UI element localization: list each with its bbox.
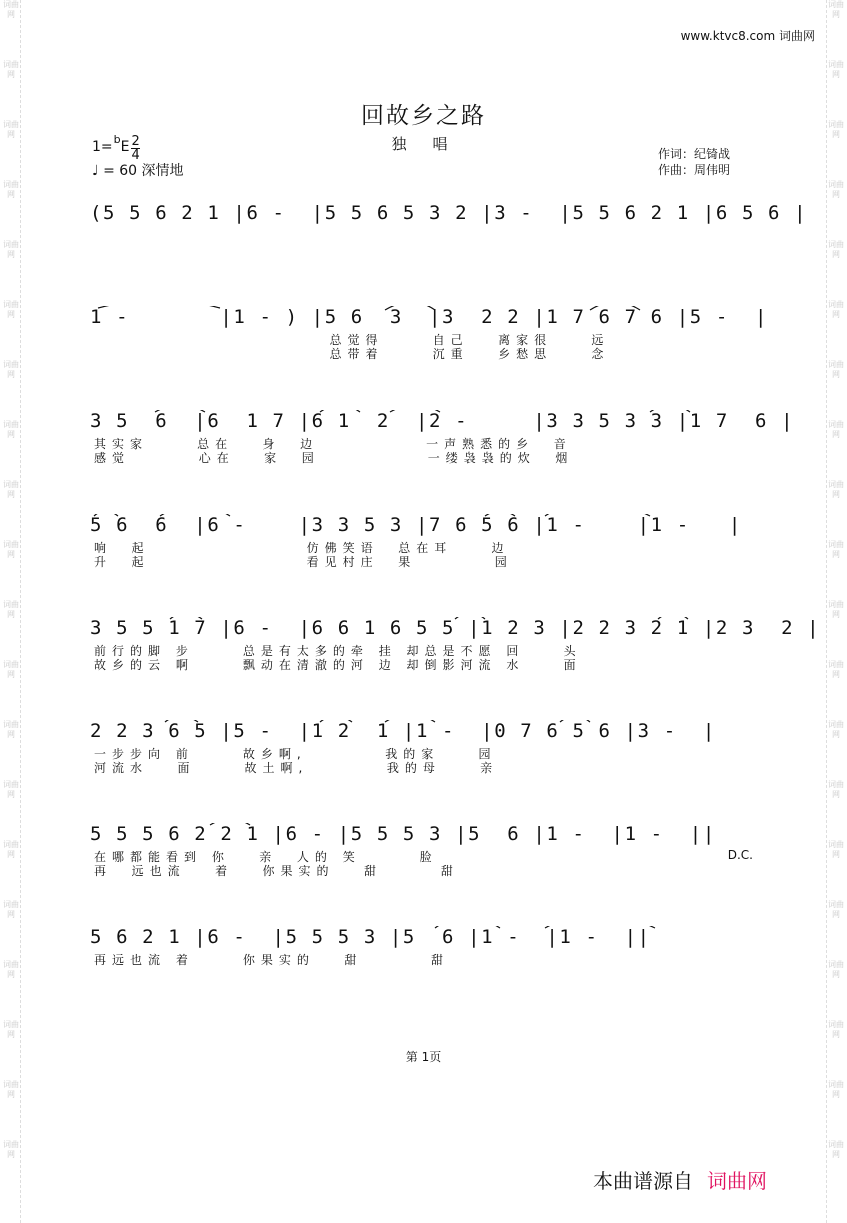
watermark-text: 词曲网 [828,900,844,919]
watermark-text: 词曲网 [828,1020,844,1039]
watermark-text: 词曲网 [828,960,844,979]
time-numerator: 2 [131,134,140,149]
watermark-text: 词曲网 [3,120,19,139]
watermark-text: 词曲网 [828,0,844,19]
watermark-text: 词曲网 [3,540,19,559]
lyrics-verse-2: 总带着 沉重 乡愁思 念 [94,347,610,361]
watermark-text: 词曲网 [828,360,844,379]
notation: 3 5 6 |6 1 7 |6 1 2 |2 - |3 3 5 3 3 |1 7 6 | [90,410,795,432]
lyrics-verse-2: 升 起 看见村庄 果 园 [94,555,513,569]
score-line-2 [90,306,769,366]
footer-source-label: 本曲谱源自 [593,1169,693,1193]
notation: 5 6 6 |6 - |3 3 5 3 |7 6 5 6 |1 - |1 - | [90,514,742,536]
key-prefix: 1= [92,139,113,155]
score-line-1 [90,202,808,242]
watermark-text: 词曲网 [828,120,844,139]
watermark-text: 词曲网 [3,180,19,199]
tempo-value: = 60 [103,163,138,179]
slur-marks [90,514,745,574]
composer: 作曲：周伟明 [658,163,731,177]
slur-marks [90,720,745,780]
watermark-text: 词曲网 [828,60,844,79]
notation: (5 5 6 2 1 |6 - |5 5 6 5 3 2 |3 - |5 5 6 2 1 |6 5 6 | [90,202,808,224]
footer-source [593,1165,767,1194]
credits [658,146,730,178]
site-url[interactable]: www.ktvc8.com 词曲网 [680,29,815,43]
slur-marks [90,823,745,883]
right-watermark-strip [826,0,845,1223]
watermark-text: 词曲网 [828,600,844,619]
slur-marks [90,926,745,986]
key-signature [92,133,140,162]
watermark-text: 词曲网 [828,660,844,679]
score-line-6 [90,720,745,780]
lyrics-verse-1: 在哪都能看到 你 亲 人的 笑 脸 [94,850,438,864]
left-watermark-strip [2,0,21,1223]
flat-sign: b [113,133,121,146]
da-capo-mark: D.C. [727,848,753,862]
watermark-text: 词曲网 [828,1140,844,1159]
lyrics-verse-1: 其实家 总在 身 边 一声熟悉的乡 音 [94,437,572,451]
watermark-text: 词曲网 [3,420,19,439]
score-line-7 [90,823,753,883]
key-note: E [120,139,130,155]
watermark-text: 词曲网 [3,0,19,19]
watermark-text: 词曲网 [3,1020,19,1039]
watermark-text: 词曲网 [828,300,844,319]
watermark-text: 词曲网 [828,840,844,859]
watermark-text: 词曲网 [3,960,19,979]
tempo-marking [92,160,184,180]
watermark-text: 词曲网 [3,720,19,739]
lyrics-verse-2: 故乡的云 啊 飘动在清澈的河 边 却倒影河流 水 面 [94,658,582,672]
watermark-text: 词曲网 [828,480,844,499]
slur-marks [90,617,821,677]
notation: 3 5 5 1 7 |6 - |6 6 1 6 5 5 |1 2 3 |2 2 3 2 1 |2 3 2 | [90,617,821,639]
notation: 1 - |1 - ) |5 6 3 |3 2 2 |1 7 6 7 6 |5 - | [90,306,769,328]
watermark-text: 词曲网 [3,660,19,679]
notation: 5 6 2 1 |6 - |5 5 5 3 |5 6 |1 - |1 - || [90,926,651,948]
time-signature [131,135,139,162]
watermark-text: 词曲网 [828,780,844,799]
lyrics-verse-2: 河流水 面 故土啊, 我的母 亲 [94,761,499,775]
watermark-text: 词曲网 [828,240,844,259]
watermark-text: 词曲网 [828,1080,844,1099]
expression-mark: 深情地 [141,163,184,179]
lyrics-verse-1: 再远也流 着 你果实的 甜 甜 [94,953,450,967]
performance-type: 独唱 [391,135,474,153]
watermark-text: 词曲网 [828,420,844,439]
time-denominator: 4 [131,148,140,163]
score-line-8 [90,926,745,986]
lyrics-verse-1: 总觉得 自己 离家很 远 [94,333,610,347]
watermark-text: 词曲网 [3,900,19,919]
quarter-note-icon: ♩ [92,163,99,179]
watermark-text: 词曲网 [3,60,19,79]
watermark-text: 词曲网 [3,1080,19,1099]
lyrics-verse-1: 响 起 仿佛笑语 总在耳 边 [94,541,510,555]
watermark-text: 词曲网 [3,600,19,619]
song-title: 回故乡之路 [361,103,486,129]
watermark-text: 词曲网 [3,840,19,859]
notation: 2 2 3 6 5 |5 - |1 2 1 |1 - |0 7 6 5 6 |3 - | [90,720,716,742]
slur-marks [90,410,795,470]
page-number: 第 1页 [405,1050,442,1064]
watermark-text: 词曲网 [3,240,19,259]
footer-brand-link[interactable]: 词曲网 [707,1169,767,1193]
watermark-text: 词曲网 [3,300,19,319]
watermark-text: 词曲网 [828,540,844,559]
watermark-text: 词曲网 [828,720,844,739]
lyricist: 作词：纪锜战 [658,147,731,161]
watermark-text: 词曲网 [3,1140,19,1159]
lyrics-verse-1: 前行的脚 步 总是有太多的牵 挂 却总是不愿 回 头 [94,644,582,658]
watermark-text: 词曲网 [3,780,19,799]
score-line-5 [90,617,821,677]
watermark-text: 词曲网 [3,360,19,379]
lyrics-verse-2: 感觉 心在 家 园 一缕袅袅的炊 烟 [94,451,574,465]
watermark-text: 词曲网 [828,180,844,199]
watermark-text: 词曲网 [3,480,19,499]
lyrics-verse-1: 一步步向 前 故乡啊, 我的家 园 [94,747,497,761]
score-line-4 [90,514,745,574]
score-line-3 [90,410,795,470]
slur-marks [90,306,769,366]
notation: 5 5 5 6 2 2 1 |6 - |5 5 5 3 |5 6 |1 - |1 - || [90,823,716,845]
lyrics-verse-2: 再 远也流 着 你果实的 甜 甜 [94,864,459,878]
